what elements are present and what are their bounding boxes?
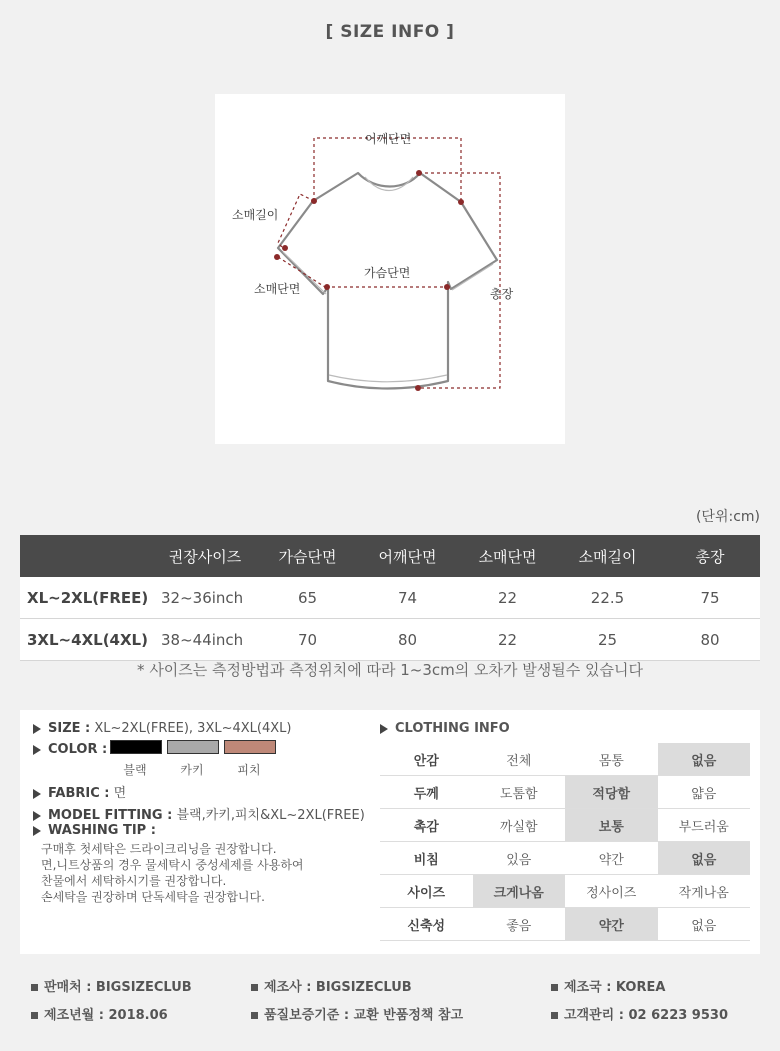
size-name: XL~2XL(FREE): [20, 577, 150, 619]
table-cell: 70: [260, 619, 355, 661]
size-table: [20, 535, 760, 661]
fabric-label: FABRIC :: [48, 786, 110, 801]
model-row: [33, 804, 365, 823]
table-cell: 65: [260, 577, 355, 619]
attr-option: 있음: [473, 842, 566, 875]
size-label: SIZE :: [48, 721, 91, 736]
size-row: [33, 721, 291, 736]
color-swatch-peach: [224, 740, 276, 754]
table-cell: 75: [660, 577, 760, 619]
table-row: [380, 776, 750, 809]
table-cell: 22.5: [555, 577, 660, 619]
triangle-right-icon: [33, 826, 41, 836]
header-cell: 총장: [660, 535, 760, 577]
attr-option: 정사이즈: [565, 875, 658, 908]
color-name: 카키: [180, 763, 204, 777]
square-bullet-icon: [251, 984, 258, 991]
clothing-info-title: CLOTHING INFO: [380, 721, 510, 736]
square-bullet-icon: [551, 1012, 558, 1019]
size-diagram: [215, 94, 565, 444]
attr-option: 크게나옴: [473, 875, 566, 908]
attr-option: 약간: [565, 842, 658, 875]
size-table-header: [20, 535, 760, 577]
washing-row: [33, 823, 156, 838]
color-name: 피치: [237, 763, 261, 777]
table-cell: 22: [460, 619, 555, 661]
fabric-row: [33, 782, 126, 801]
table-row: [20, 619, 760, 661]
attr-label: 사이즈: [380, 875, 473, 908]
size-value: XL~2XL(FREE), 3XL~4XL(4XL): [94, 721, 292, 736]
color-name: 블랙: [123, 763, 147, 777]
header-cell: 어깨단면: [355, 535, 460, 577]
table-row: [380, 842, 750, 875]
table-cell: 74: [355, 577, 460, 619]
model-value: 블랙,카키,피치&XL~2XL(FREE): [176, 808, 365, 823]
color-label: COLOR :: [48, 742, 108, 757]
table-cell: 22: [460, 577, 555, 619]
measurement-note: * 사이즈는 측정방법과 측정위치에 따라 1~3cm의 오차가 발생될수 있습니다: [137, 661, 643, 679]
square-bullet-icon: [551, 984, 558, 991]
table-cell: 38~44inch: [150, 619, 260, 661]
attr-option: 좋음: [473, 908, 566, 941]
attr-option: 없음: [658, 842, 751, 875]
triangle-right-icon: [380, 724, 388, 734]
table-row: [380, 743, 750, 776]
header-cell: 권장사이즈: [150, 535, 260, 577]
attr-label: 비침: [380, 842, 473, 875]
attr-label: 안감: [380, 743, 473, 776]
product-info-box: [20, 710, 760, 954]
table-row: [380, 875, 750, 908]
square-bullet-icon: [31, 1012, 38, 1019]
triangle-right-icon: [33, 811, 41, 821]
footer-date: 제조년월 : 2018.06: [31, 1004, 168, 1023]
table-cell: 80: [660, 619, 760, 661]
table-cell: 25: [555, 619, 660, 661]
label-sleeve-length: 소매길이: [232, 208, 279, 222]
attr-option: 없음: [658, 908, 751, 941]
attr-option: 얇음: [658, 776, 751, 809]
header-cell: 소매단면: [460, 535, 555, 577]
attr-label: 두께: [380, 776, 473, 809]
table-row: [20, 577, 760, 619]
attr-option: 작게나옴: [658, 875, 751, 908]
attr-option: 부드러움: [658, 809, 751, 842]
fabric-value: 면: [113, 786, 127, 801]
attr-option: 몸통: [565, 743, 658, 776]
footer-manufacturer: 제조사 : BIGSIZECLUB: [251, 976, 412, 995]
attr-option: 도톰함: [473, 776, 566, 809]
footer-warranty: 품질보증기준 : 교환 반품정책 참고: [251, 1004, 463, 1023]
page-title: [ SIZE INFO ]: [325, 22, 455, 42]
attr-label: 신축성: [380, 908, 473, 941]
header-cell: 가슴단면: [260, 535, 355, 577]
table-row: [380, 908, 750, 941]
attr-option: 까실함: [473, 809, 566, 842]
attr-option: 없음: [658, 743, 751, 776]
color-swatch-khaki: [167, 740, 219, 754]
attr-label: 촉감: [380, 809, 473, 842]
label-shoulder: 어깨단면: [365, 132, 412, 146]
label-total-length: 총장: [490, 287, 514, 301]
color-row: [33, 742, 107, 757]
footer-service: 고객관리 : 02 6223 9530: [551, 1004, 728, 1023]
triangle-right-icon: [33, 789, 41, 799]
washing-line: 구매후 첫세탁은 드라이크리닝을 권장합니다.: [41, 842, 277, 856]
unit-label: (단위:cm): [695, 509, 760, 525]
attr-option: 적당함: [565, 776, 658, 809]
attr-option: 보통: [565, 809, 658, 842]
footer-country: 제조국 : KOREA: [551, 976, 665, 995]
header-cell: [20, 535, 150, 577]
square-bullet-icon: [31, 984, 38, 991]
table-cell: 32~36inch: [150, 577, 260, 619]
label-chest: 가슴단면: [364, 266, 411, 280]
washing-line: 찬물에서 세탁하시기를 권장합니다.: [41, 874, 227, 888]
table-cell: 80: [355, 619, 460, 661]
attr-option: 약간: [565, 908, 658, 941]
square-bullet-icon: [251, 1012, 258, 1019]
model-label: MODEL FITTING :: [48, 808, 173, 823]
footer-seller: 판매처 : BIGSIZECLUB: [31, 976, 192, 995]
color-swatch-black: [110, 740, 162, 754]
clothing-info-table: [380, 743, 750, 941]
label-sleeve-width: 소매단면: [254, 282, 301, 296]
size-name: 3XL~4XL(4XL): [20, 619, 150, 661]
triangle-right-icon: [33, 724, 41, 734]
attr-option: 전체: [473, 743, 566, 776]
washing-line: 손세탁을 권장하며 단독세탁을 권장합니다.: [41, 890, 265, 904]
washing-label: WASHING TIP :: [48, 823, 156, 838]
table-row: [380, 809, 750, 842]
triangle-right-icon: [33, 745, 41, 755]
header-cell: 소매길이: [555, 535, 660, 577]
washing-line: 면,니트상품의 경우 물세탁시 중성세제를 사용하여: [41, 858, 304, 872]
